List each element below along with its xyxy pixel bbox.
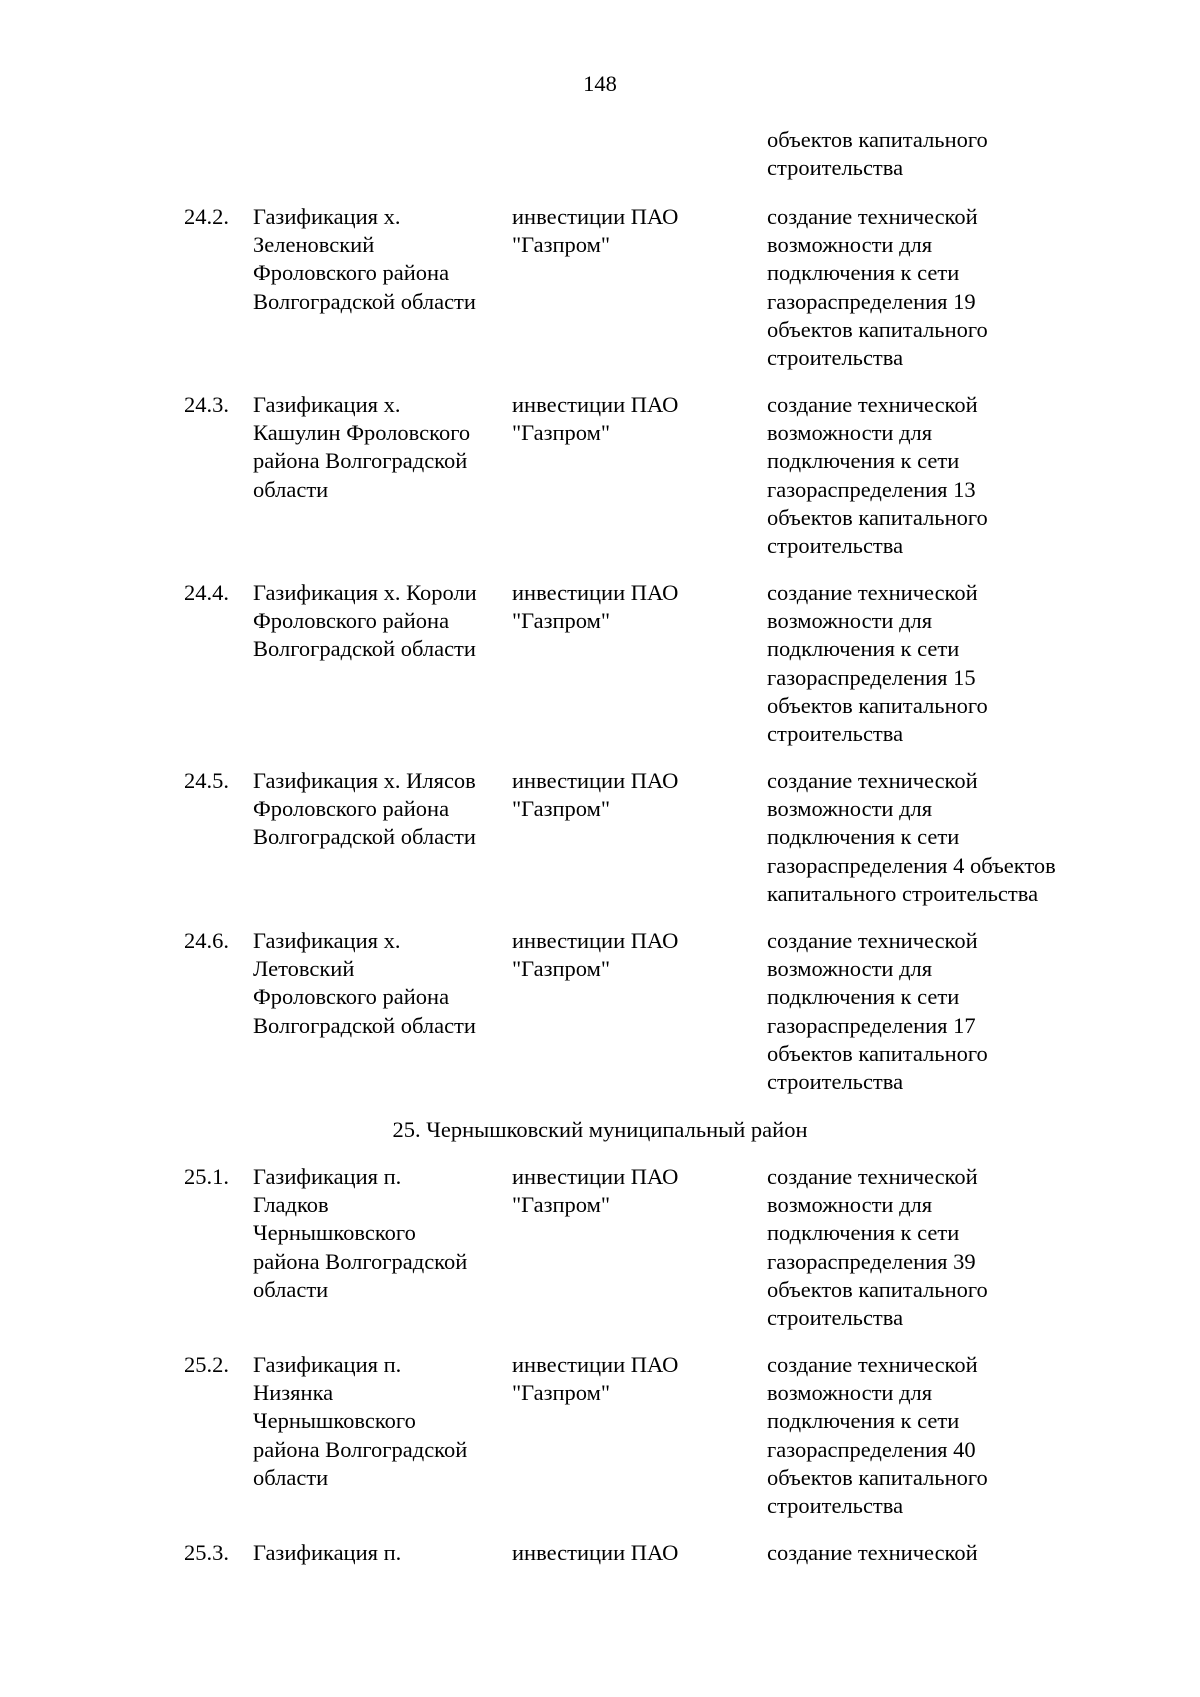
page-number: 148 — [583, 71, 617, 96]
row-source: инвестиции ПАО "Газпром" — [512, 580, 679, 634]
row-number: 24.4. — [184, 580, 229, 605]
row-name: Газификация х. Илясов Фроловского района Волгоградской области — [253, 768, 476, 850]
row-name: Газификация х. Кашулин Фроловского района Волгоградской области — [253, 392, 471, 502]
row-number: 24.2. — [184, 204, 229, 229]
row-source: инвестиции ПАО "Газпром" — [512, 1164, 679, 1218]
row-name: Газификация х. Короли Фроловского района Волгоградской области — [253, 580, 477, 662]
row-result: создание технической возможности для подключения к сети газораспределения 4 объектов капитального строительства — [767, 768, 1056, 906]
row-result: создание технической возможности для подключения к сети газораспределения 40 объектов капитального строительства — [767, 1352, 988, 1519]
continuation-text: объектов капитального строительства — [767, 127, 988, 181]
row-result: создание технической — [767, 1540, 978, 1565]
row-number: 24.5. — [184, 768, 229, 793]
section-heading: 25. Чернышковский муниципальный район — [392, 1117, 808, 1142]
row-result: создание технической возможности для подключения к сети газораспределения 19 объектов капитального строительства — [767, 204, 988, 371]
row-name: Газификация п. — [253, 1540, 402, 1565]
row-number: 24.6. — [184, 928, 229, 953]
row-source: инвестиции ПАО "Газпром" — [512, 392, 679, 446]
row-source: инвестиции ПАО "Газпром" — [512, 768, 679, 822]
row-source: инвестиции ПАО — [512, 1540, 679, 1565]
row-source: инвестиции ПАО "Газпром" — [512, 1352, 679, 1406]
row-result: создание технической возможности для подключения к сети газораспределения 13 объектов капитального строительства — [767, 392, 988, 559]
row-result: создание технической возможности для подключения к сети газораспределения 17 объектов капитального строительства — [767, 928, 988, 1095]
row-name: Газификация п. Низянка Чернышковского района Волгоградской области — [253, 1352, 468, 1490]
row-source: инвестиции ПАО "Газпром" — [512, 204, 679, 258]
row-name: Газификация х. Летовский Фроловского района Волгоградской области — [253, 928, 476, 1038]
row-result: создание технической возможности для подключения к сети газораспределения 39 объектов капитального строительства — [767, 1164, 988, 1331]
row-number: 24.3. — [184, 392, 229, 417]
row-number: 25.3. — [184, 1540, 229, 1565]
row-name: Газификация х. Зеленовский Фроловского района Волгоградской области — [253, 204, 476, 314]
row-name: Газификация п. Гладков Чернышковского района Волгоградской области — [253, 1164, 468, 1302]
row-number: 25.2. — [184, 1352, 229, 1377]
row-result: создание технической возможности для подключения к сети газораспределения 15 объектов капитального строительства — [767, 580, 988, 747]
row-number: 25.1. — [184, 1164, 229, 1189]
row-source: инвестиции ПАО "Газпром" — [512, 928, 679, 982]
